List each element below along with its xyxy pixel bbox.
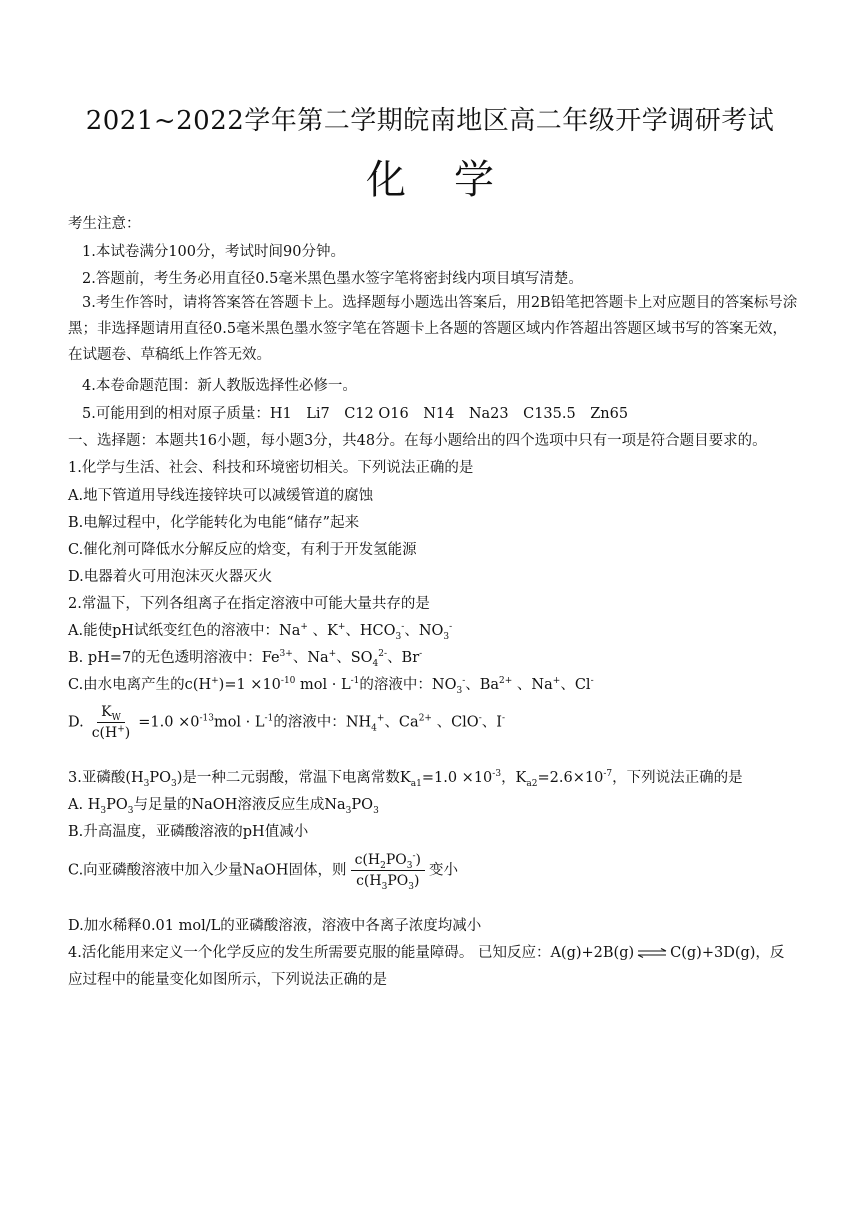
exam-title: 2021~2022学年第二学期皖南地区高二年级开学调研考试 xyxy=(85,106,775,136)
q3-stem: 3.亚磷酸$(H_3PO_3)$是一种二元弱酸，常温下电离常数$K_{a1}=1.0 \times 10^{-3}$，$K_{a2}=2.6\times 10^{-7}$，下列说法正确的是 xyxy=(68,769,743,789)
q1-option-c: C.催化剂可降低水分解反应的焓变，有利于开发氢能源 xyxy=(68,542,417,558)
q3-option-b: B.升高温度，亚磷酸溶液的pH值减小 xyxy=(68,824,309,840)
subject-title: 化学 xyxy=(366,157,542,203)
q2-option-a: A.能使pH试纸变红色的溶液中：Na+ 、K+、$HCO_3^-$、$NO_3^-$ xyxy=(68,622,453,642)
q1-option-b: B.电解过程中，化学能转化为电能“储存”起来 xyxy=(68,515,360,531)
notice-item-1: 1.本试卷满分100分，考试时间90分钟。 xyxy=(82,244,345,260)
q2-option-c: C.由水电离产生的$c(H^+)=1 \times 10^{-10}$ mol · $L^{-1}$的溶液中：$NO_3^-$、$Ba^{2+}$ 、Na+、Cl- xyxy=(68,676,594,696)
phosphite-fraction: $\frac{c(H_2PO_3^-)}{c(H_3PO_3)}$ xyxy=(351,852,425,889)
notice-item-2: 2.答题前，考生务必用直径0.5毫米黑色墨水签字笔将密封线内项目填写清楚。 xyxy=(82,271,583,287)
q4-stem-line2: 应过程中的能量变化如图所示，下列说法正确的是 xyxy=(68,972,387,988)
notice-item-3: 3.考生作答时，请将答案答在答题卡上。选择题每小题选出答案后，用2B铅笔把答题卡上对应题目的答案标号涂黑；非选择题请用直径0.5毫米黑色墨水签字笔在答题卡上各题的答题区域内作答超出答题区域书写的答案无效，在试题卷、草稿纸上作答无效。 xyxy=(68,295,798,363)
q3-option-d: D.加水稀释0.01 mol/L的亚磷酸溶液，溶液中各离子浓度均减小 xyxy=(68,918,482,934)
equilibrium-arrow-icon xyxy=(637,948,667,958)
kw-fraction: $\frac{K_W}{c(H^+)}$ xyxy=(91,704,131,741)
notice-heading: 考生注意： xyxy=(68,216,141,232)
q3-option-a: A. $H_3PO_3$与足量的NaOH溶液反应生成$Na_3PO_3$ xyxy=(68,797,379,816)
q2-option-d: D. $\frac{K_W}{c(H^+)}$ $=1.0 \times 0^{-13}mol \cdot L^{-1}$的溶液中：$NH_4^+$、$Ca^{2+}$ 、ClO-、I- xyxy=(68,704,506,741)
q3-option-c: C.向亚磷酸溶液中加入少量NaOH固体，则 $\frac{c(H_2PO_3^-)}{c(H_3PO_3)}$ 变小 xyxy=(68,851,458,892)
q1-stem: 1.化学与生活、社会、科技和环境密切相关。下列说法正确的是 xyxy=(68,460,474,476)
q2-option-b: B. pH=7的无色透明溶液中：$Fe^{3+}$、Na+、$SO_4^{2-}$、Br- xyxy=(68,649,423,669)
q2-stem: 2.常温下，下列各组离子在指定溶液中可能大量共存的是 xyxy=(68,596,430,612)
section-heading: 一、选择题：本题共16小题，每小题3分，共48分。在每小题给出的四个选项中只有一项是符合题目要求的。 xyxy=(68,433,767,449)
q4-stem-line1: 4.活化能用来定义一个化学反应的发生所需要克服的能量障碍。 已知反应：A(g)+2B(g) C(g)+3D(g)，反 xyxy=(68,945,785,961)
notice-item-5: 5.可能用到的相对原子质量：H1 Li7 C12 O16 N14 Na23 C135.5 Zn65 xyxy=(82,406,629,422)
q1-option-a: A.地下管道用导线连接锌块可以减缓管道的腐蚀 xyxy=(68,488,374,504)
q1-option-d: D.电器着火可用泡沫灭火器灭火 xyxy=(68,569,273,585)
notice-item-4: 4.本卷命题范围：新人教版选择性必修一。 xyxy=(82,378,357,394)
